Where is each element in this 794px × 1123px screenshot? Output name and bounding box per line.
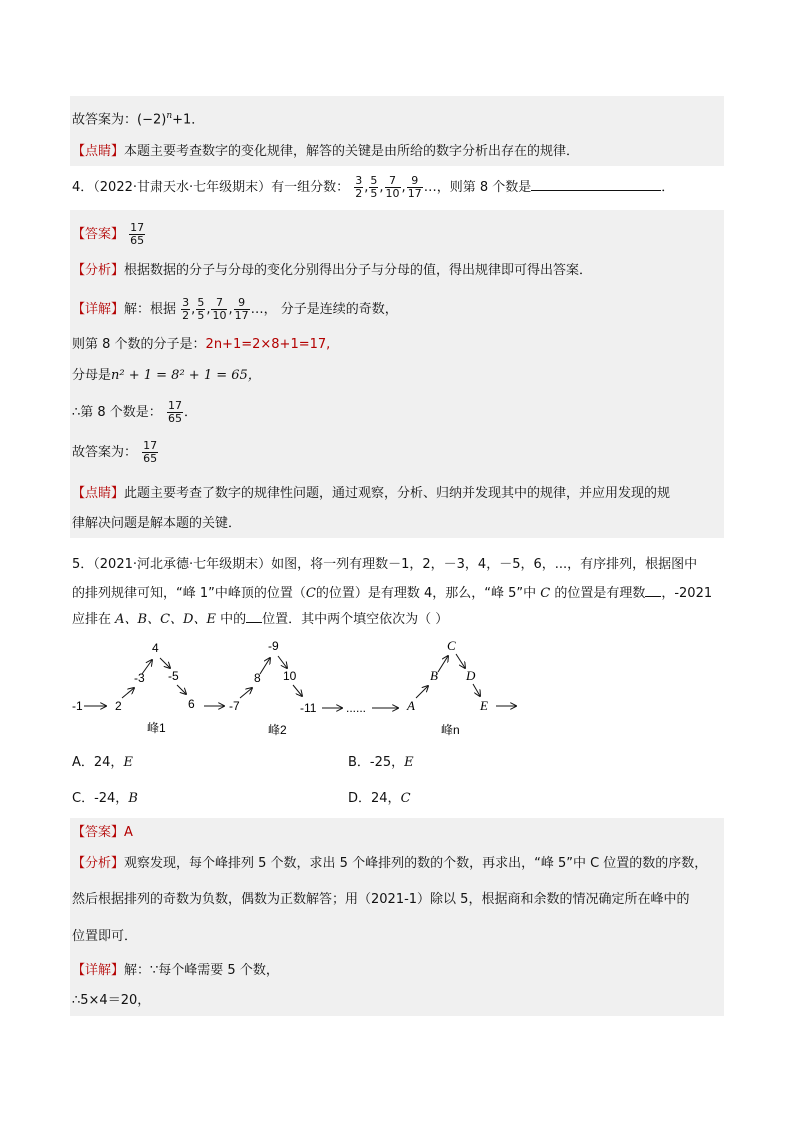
q4-frac-1: $\frac{3}{2}$	[355, 174, 363, 200]
fig-p1-2: 4	[152, 641, 159, 655]
fig-dots: ......	[346, 701, 367, 715]
fig-p1-1: -3	[134, 671, 145, 685]
q5-stem-2: 的排列规律可知，“峰 1”中峰顶的位置（C的位置）是有理数 4，那么，“峰 5”中 C 的位置是有理数 ，-2021	[72, 586, 713, 601]
fig-pn-E: E	[480, 698, 488, 713]
q5-option-a: A．24，E	[72, 755, 133, 770]
q4-denominator: 分母是n² + 1 = 8² + 1 = 65，	[72, 368, 261, 383]
q4-therefore: ∴第 8 个数是： $\frac{17}{65}$ ．	[72, 399, 197, 425]
q5-blank-1	[645, 584, 661, 597]
fig-p2-2: -9	[268, 639, 279, 653]
q4-detail: 【详解】解：根据 $\frac{3}{2}$ , $\frac{5}{5}$ , $\frac{7}{10}$ , $\frac{9}{17}$ …， 分子是连续的奇数，	[72, 296, 398, 322]
q5-stem-1: 5．（2021·河北承德·七年级期末）如图，将一列有理数－1，2，－3，4，－5，6，...，有序排列，根据图中	[72, 557, 698, 572]
q4-analysis: 【分析】根据数据的分子与分母的变化分别得出分子与分母的值，得出规律即可得出答案．	[72, 263, 593, 278]
q5-analysis-1: 【分析】观察发现，每个峰排列 5 个数，求出 5 个峰排列的数的个数，再求出，“峰 5”中 C 位置的数的序数，	[72, 856, 708, 871]
q4-answer: 【答案】 $\frac{17}{65}$	[72, 221, 145, 247]
fig-p1-0: 2	[115, 699, 122, 713]
peak-diagram	[0, 630, 794, 745]
fig-p2-1: 8	[254, 671, 261, 685]
fig-p2-3: 10	[283, 669, 297, 683]
fig-p1-3: -5	[168, 669, 179, 683]
q5-analysis-2: 然后根据排列的奇数为负数，偶数为正数解答；用（2021-1）除以 5，根据商和余数的情况确定所在峰中的	[72, 892, 690, 907]
q4-stem: 4．（2022·甘肃天水·七年级期末）有一组分数： $\frac{3}{2}$ , $\frac{5}{5}$ , $\frac{7}{10}$ , $\frac{9}{17}$ …，则第 8 个数是 ．	[72, 174, 675, 200]
fig-p2-0: -7	[229, 699, 240, 713]
fig-p2-4: -11	[300, 701, 317, 715]
q5-option-b: B．-25，E	[348, 755, 414, 770]
fig-start: -1	[72, 699, 83, 713]
answer-block-q5	[70, 818, 724, 1016]
fig-p1-4: 6	[188, 697, 195, 711]
fig-pn-C: C	[447, 638, 456, 653]
q5-detail-2: ∴5×4＝20，	[72, 993, 151, 1008]
q3-dianjing: 【点睛】本题主要考查数字的变化规律，解答的关键是由所给的数字分析出存在的规律．	[72, 144, 580, 159]
q4-numerator: 则第 8 个数的分子是：2n+1=2×8+1=17,	[72, 337, 331, 352]
q5-analysis-3: 位置即可．	[72, 929, 138, 944]
fig-pn-B: B	[430, 668, 438, 683]
q4-answer-blank	[531, 178, 661, 191]
q5-detail-1: 【详解】解：∵每个峰需要 5 个数，	[72, 963, 279, 978]
q5-blank-2	[246, 610, 262, 623]
q5-answer: 【答案】A	[72, 825, 133, 840]
q5-stem-3: 应排在 A、B、C、D、E 中的 位置．其中两个填空依次为（ ）	[72, 612, 449, 627]
fig-pn-A: A	[407, 698, 415, 713]
q4-dianjing-2: 律解决问题是解本题的关键．	[72, 516, 242, 531]
fig-label-2: 峰2	[268, 723, 287, 737]
q4-frac-4: $\frac{9}{17}$	[407, 174, 422, 200]
fig-label-n: 峰n	[441, 723, 460, 737]
fig-label-1: 峰1	[147, 721, 166, 735]
q4-final-answer: 故答案为： $\frac{17}{65}$	[72, 439, 158, 465]
q4-dianjing-1: 【点睛】此题主要考查了数字的规律性问题，通过观察，分析、归纳并发现其中的规律，并应用发现的规	[72, 486, 671, 501]
q3-final-answer: 故答案为：$(-2)^n+1$．	[72, 111, 205, 128]
q5-option-c: C．-24，B	[72, 791, 138, 806]
q5-option-d: D．24，C	[348, 791, 411, 806]
fig-pn-D: D	[466, 668, 476, 683]
q4-frac-3: $\frac{7}{10}$	[385, 174, 400, 200]
q4-frac-2: $\frac{5}{5}$	[370, 174, 378, 200]
